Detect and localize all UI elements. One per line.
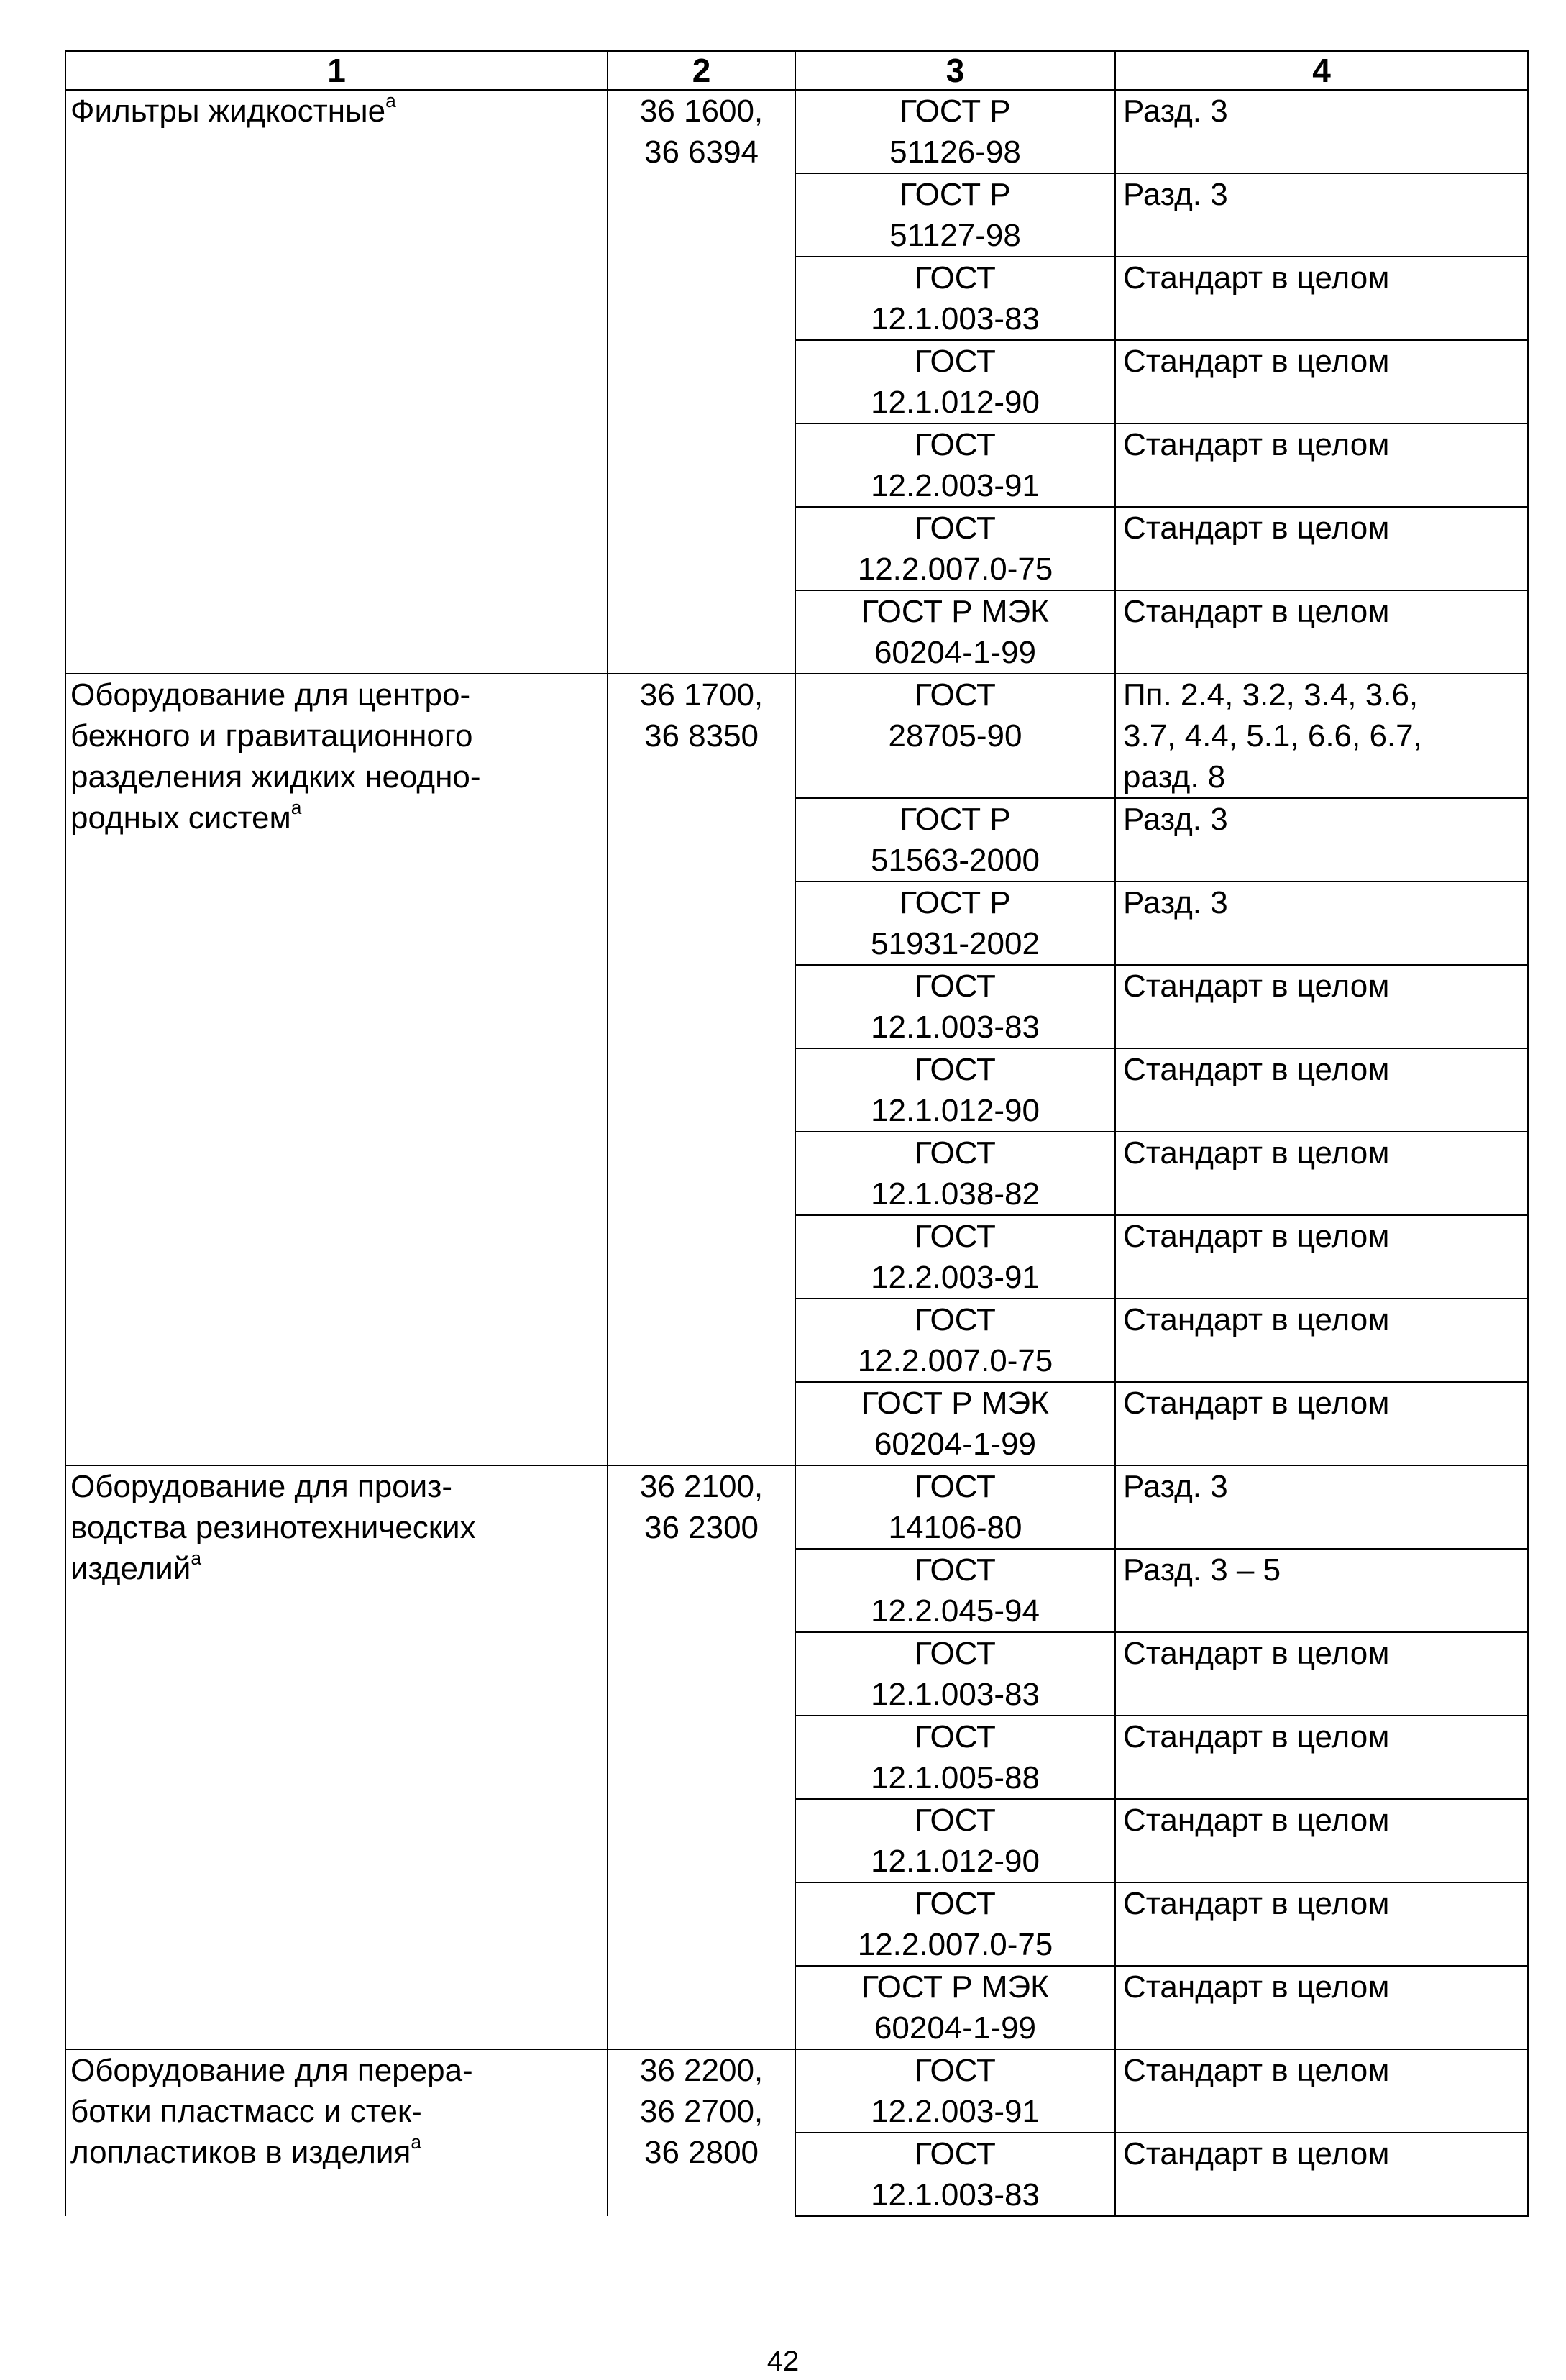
standard-designation: ГОСТ 12.2.007.0-75 bbox=[857, 1886, 1053, 1962]
standard-cell bbox=[795, 965, 1115, 1048]
standard-designation: ГОСТ 12.2.045-94 bbox=[871, 1552, 1040, 1629]
scope-text: Стандарт в целом bbox=[1123, 2053, 1390, 2088]
scope-cell bbox=[1115, 1882, 1528, 1966]
standard-designation: ГОСТ 12.1.003-83 bbox=[871, 1636, 1040, 1712]
table-row bbox=[65, 2049, 1528, 2133]
scope-text: Пп. 2.4, 3.2, 3.4, 3.6, 3.7, 4.4, 5.1, 6.6, 6.7, разд. 8 bbox=[1123, 677, 1422, 795]
standard-designation: ГОСТ 14106-80 bbox=[888, 1469, 1022, 1545]
scope-cell bbox=[1115, 1799, 1528, 1882]
standard-cell bbox=[795, 2049, 1115, 2133]
scope-text: Стандарт в целом bbox=[1123, 1135, 1390, 1171]
standard-designation: ГОСТ Р 51127-98 bbox=[889, 177, 1021, 253]
standard-designation: ГОСТ Р МЭК 60204-1-99 bbox=[861, 1969, 1049, 2046]
standard-designation: ГОСТ Р 51126-98 bbox=[889, 93, 1021, 170]
scope-text: Стандарт в целом bbox=[1123, 2136, 1390, 2171]
equipment-name: Оборудование для произ- водства резинотехнических изделий bbox=[70, 1469, 476, 1586]
standard-designation: ГОСТ Р МЭК 60204-1-99 bbox=[861, 594, 1049, 670]
standard-cell bbox=[795, 90, 1115, 173]
scope-cell bbox=[1115, 1215, 1528, 1299]
table-row bbox=[65, 90, 1528, 173]
scope-cell bbox=[1115, 674, 1528, 798]
okp-codes: 36 2100, 36 2300 bbox=[639, 1469, 764, 1545]
page-number: 42 bbox=[766, 2345, 800, 2377]
scope-cell bbox=[1115, 965, 1528, 1048]
standard-cell bbox=[795, 1048, 1115, 1132]
scope-cell bbox=[1115, 340, 1528, 424]
column-header-4: 4 bbox=[1115, 51, 1528, 90]
scope-text: Стандарт в целом bbox=[1123, 1302, 1390, 1337]
standard-cell bbox=[795, 424, 1115, 507]
okp-codes-cell bbox=[608, 2049, 795, 2216]
standard-cell bbox=[795, 2133, 1115, 2216]
standard-cell bbox=[795, 590, 1115, 674]
scope-cell bbox=[1115, 1549, 1528, 1632]
equipment-name: Оборудование для перера- ботки пластмасс и стек- лопластиков в изделия bbox=[70, 2053, 473, 2170]
scope-text: Разд. 3 – 5 bbox=[1123, 1552, 1281, 1588]
table-row bbox=[65, 674, 1528, 798]
scope-cell bbox=[1115, 798, 1528, 882]
table-body bbox=[65, 90, 1528, 2216]
scope-cell bbox=[1115, 1966, 1528, 2049]
okp-codes-cell bbox=[608, 674, 795, 1465]
scope-cell bbox=[1115, 424, 1528, 507]
scope-cell bbox=[1115, 507, 1528, 590]
standard-designation: ГОСТ 12.1.003-83 bbox=[871, 2136, 1040, 2212]
scope-cell bbox=[1115, 90, 1528, 173]
equipment-name-cell bbox=[65, 2049, 608, 2216]
standard-cell bbox=[795, 1632, 1115, 1716]
standard-cell bbox=[795, 1549, 1115, 1632]
scope-text: Разд. 3 bbox=[1123, 93, 1228, 129]
standard-designation: ГОСТ 12.1.005-88 bbox=[871, 1719, 1040, 1795]
scope-cell bbox=[1115, 2049, 1528, 2133]
standard-cell bbox=[795, 798, 1115, 882]
equipment-name-cell bbox=[65, 674, 608, 1465]
standard-cell bbox=[795, 340, 1115, 424]
standard-designation: ГОСТ 12.2.007.0-75 bbox=[857, 511, 1053, 587]
scope-text: Стандарт в целом bbox=[1123, 1052, 1390, 1087]
okp-codes-cell bbox=[608, 90, 795, 674]
standard-designation: ГОСТ 12.1.003-83 bbox=[871, 260, 1040, 337]
footnote-marker: a bbox=[411, 2131, 421, 2154]
scope-cell bbox=[1115, 1465, 1528, 1549]
standard-designation: ГОСТ Р МЭК 60204-1-99 bbox=[861, 1386, 1049, 1462]
standard-cell bbox=[795, 1299, 1115, 1382]
standard-designation: ГОСТ 12.1.038-82 bbox=[871, 1135, 1040, 1212]
column-header-2: 2 bbox=[608, 51, 795, 90]
okp-codes: 36 1600, 36 6394 bbox=[639, 93, 764, 170]
scope-cell bbox=[1115, 1132, 1528, 1215]
column-header-3: 3 bbox=[795, 51, 1115, 90]
scope-cell bbox=[1115, 257, 1528, 340]
standard-cell bbox=[795, 257, 1115, 340]
header-row bbox=[65, 51, 1528, 90]
equipment-name: Оборудование для центро- бежного и гравитационного разделения жидких неодно- родных систем bbox=[70, 677, 481, 836]
okp-codes: 36 2200, 36 2700, 36 2800 bbox=[639, 2053, 764, 2170]
scope-text: Разд. 3 bbox=[1123, 177, 1228, 212]
standard-designation: ГОСТ 12.1.003-83 bbox=[871, 969, 1040, 1045]
footnote-marker: a bbox=[385, 90, 396, 112]
standard-designation: ГОСТ 12.2.003-91 bbox=[871, 1219, 1040, 1295]
scope-text: Разд. 3 bbox=[1123, 1469, 1228, 1504]
okp-codes: 36 1700, 36 8350 bbox=[639, 677, 764, 754]
standard-designation: ГОСТ 12.1.012-90 bbox=[871, 1803, 1040, 1879]
scope-text: Стандарт в целом bbox=[1123, 1636, 1390, 1671]
scope-text: Стандарт в целом bbox=[1123, 1886, 1390, 1921]
standards-table bbox=[65, 50, 1529, 2217]
scope-cell bbox=[1115, 1299, 1528, 1382]
scope-cell bbox=[1115, 2133, 1528, 2216]
scope-text: Стандарт в целом bbox=[1123, 1386, 1390, 1421]
scope-text: Стандарт в целом bbox=[1123, 260, 1390, 296]
standard-designation: ГОСТ Р 51931-2002 bbox=[871, 885, 1040, 961]
scope-text: Стандарт в целом bbox=[1123, 1803, 1390, 1838]
standard-cell bbox=[795, 1966, 1115, 2049]
standard-cell bbox=[795, 674, 1115, 798]
footnote-marker: a bbox=[191, 1547, 201, 1570]
scope-text: Разд. 3 bbox=[1123, 802, 1228, 837]
standard-cell bbox=[795, 1382, 1115, 1465]
scope-text: Стандарт в целом bbox=[1123, 1969, 1390, 2005]
scope-text: Стандарт в целом bbox=[1123, 427, 1390, 462]
scope-text: Стандарт в целом bbox=[1123, 1719, 1390, 1754]
scope-cell bbox=[1115, 1048, 1528, 1132]
standard-cell bbox=[795, 1215, 1115, 1299]
standard-cell bbox=[795, 1716, 1115, 1799]
scope-cell bbox=[1115, 1716, 1528, 1799]
standard-designation: ГОСТ 12.2.003-91 bbox=[871, 2053, 1040, 2129]
standard-cell bbox=[795, 1132, 1115, 1215]
okp-codes-cell bbox=[608, 1465, 795, 2049]
standard-designation: ГОСТ 28705-90 bbox=[888, 677, 1022, 754]
scope-cell bbox=[1115, 1632, 1528, 1716]
equipment-name-cell bbox=[65, 90, 608, 674]
scope-text: Разд. 3 bbox=[1123, 885, 1228, 920]
standard-cell bbox=[795, 507, 1115, 590]
standard-cell bbox=[795, 173, 1115, 257]
standard-cell bbox=[795, 882, 1115, 965]
equipment-name-cell bbox=[65, 1465, 608, 2049]
standard-designation: ГОСТ 12.1.012-90 bbox=[871, 344, 1040, 420]
footnote-marker: a bbox=[290, 797, 302, 819]
equipment-name: Фильтры жидкостные bbox=[70, 93, 386, 129]
table-row bbox=[65, 1465, 1528, 1549]
standard-designation: ГОСТ Р 51563-2000 bbox=[871, 802, 1040, 878]
scope-text: Стандарт в целом bbox=[1123, 594, 1390, 629]
standard-designation: ГОСТ 12.2.007.0-75 bbox=[857, 1302, 1053, 1378]
column-header-1: 1 bbox=[65, 51, 608, 90]
scope-text: Стандарт в целом bbox=[1123, 969, 1390, 1004]
standard-cell bbox=[795, 1882, 1115, 1966]
standard-designation: ГОСТ 12.2.003-91 bbox=[871, 427, 1040, 503]
scope-cell bbox=[1115, 1382, 1528, 1465]
scope-text: Стандарт в целом bbox=[1123, 511, 1390, 546]
scope-cell bbox=[1115, 590, 1528, 674]
scope-text: Стандарт в целом bbox=[1123, 1219, 1390, 1254]
scope-text: Стандарт в целом bbox=[1123, 344, 1390, 379]
standard-cell bbox=[795, 1465, 1115, 1549]
standard-designation: ГОСТ 12.1.012-90 bbox=[871, 1052, 1040, 1128]
scope-cell bbox=[1115, 173, 1528, 257]
scope-cell bbox=[1115, 882, 1528, 965]
standard-cell bbox=[795, 1799, 1115, 1882]
